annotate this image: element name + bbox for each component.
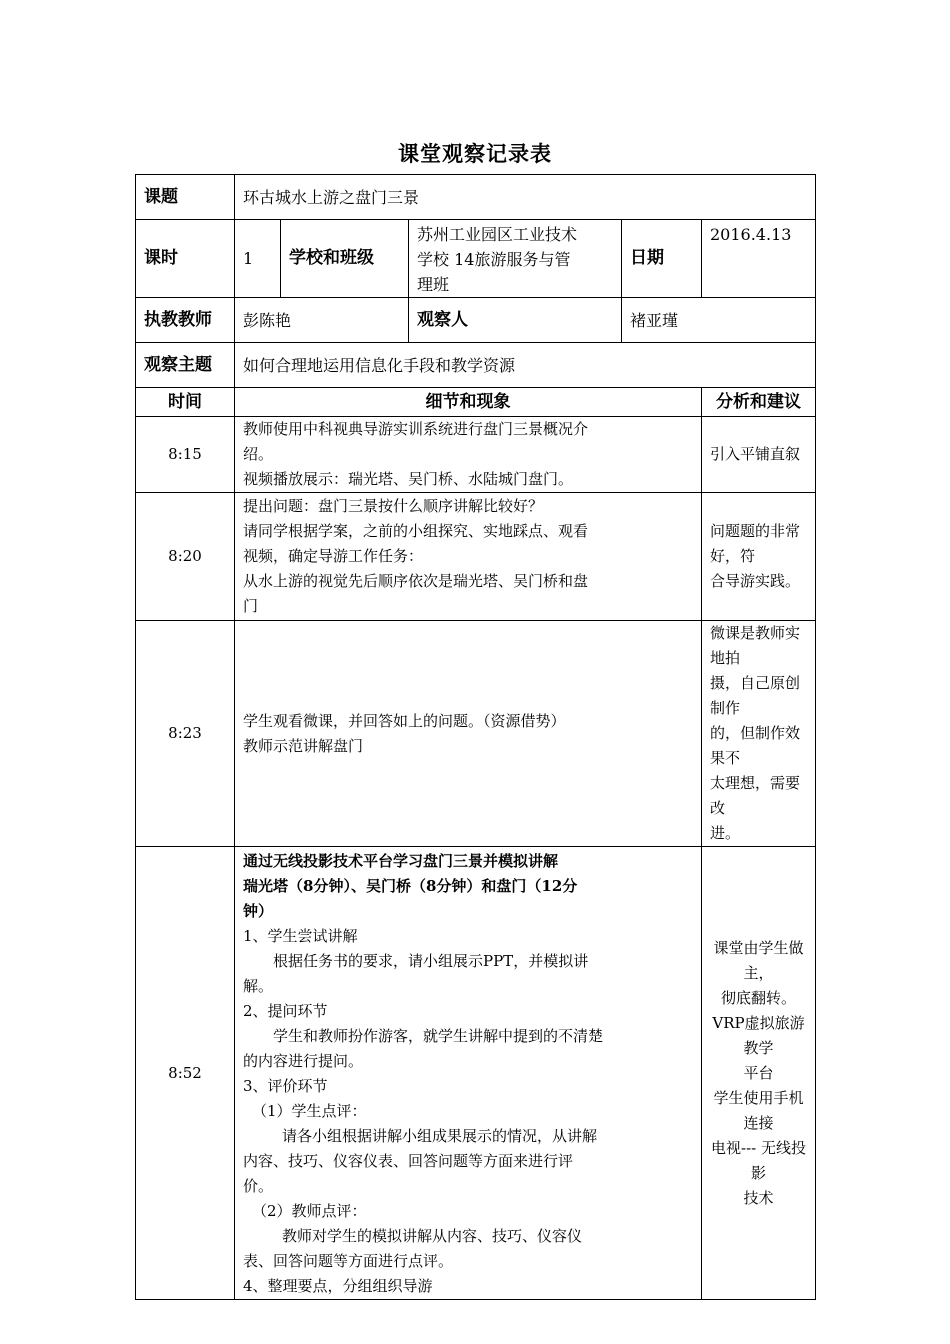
col-header-time: 时间: [136, 388, 235, 417]
detail-line: 学生和教师扮作游客，就学生讲解中提到的不清楚: [273, 1027, 604, 1045]
theme-row: [136, 343, 816, 388]
col-header-details: 细节和现象: [235, 388, 702, 417]
detail-line: 价。: [243, 1177, 274, 1195]
topic-row: [136, 175, 816, 220]
analysis-line: 问题题的非常好，符: [710, 522, 801, 565]
row-details: [235, 847, 702, 1300]
detail-line: 3、评价环节: [243, 1077, 328, 1095]
analysis-line: 进。: [710, 824, 741, 842]
observer-value: 褚亚瑾: [622, 298, 816, 343]
school-line: 苏州工业园区工业技术: [417, 225, 578, 244]
detail-line: 提出问题：盘门三景按什么顺序讲解比较好？: [243, 497, 544, 515]
table-row: [136, 493, 816, 621]
detail-line: 绍。: [243, 445, 274, 463]
observation-table: [135, 174, 816, 1300]
detail-line: 请各小组根据讲解小组成果展示的情况，从讲解: [282, 1127, 598, 1145]
analysis-line: 课堂由学生做主，: [713, 938, 804, 982]
date-label: 日期: [622, 220, 702, 298]
analysis-line: 太理想，需要改: [710, 774, 801, 817]
detail-heading-line: 瑞光塔（8分钟）、吴门桥（8分钟）和盘门（12分: [243, 877, 578, 895]
detail-line: 根据任务书的要求，请小组展示PPT，并模拟讲: [273, 952, 589, 970]
period-row: [136, 220, 816, 298]
analysis-line: 技术: [743, 1188, 774, 1207]
school-value: [409, 220, 622, 298]
detail-line: 1、学生尝试讲解: [243, 927, 358, 945]
column-header-row: [136, 388, 816, 417]
analysis-line: 电视--- 无线投影: [711, 1138, 807, 1182]
row-analysis: [702, 847, 816, 1300]
theme-value: 如何合理地运用信息化手段和教学资源: [235, 343, 816, 388]
detail-line: 教师对学生的模拟讲解从内容、技巧、仪容仪: [282, 1227, 583, 1245]
period-label: 课时: [136, 220, 235, 298]
analysis-line: VRP虚拟旅游教学: [712, 1013, 805, 1057]
teacher-value: 彭陈艳: [235, 298, 409, 343]
date-value: 2016.4.13: [702, 220, 816, 298]
detail-line: 教师示范讲解盘门: [243, 736, 364, 755]
teacher-label: 执教教师: [136, 298, 235, 343]
observer-label: 观察人: [409, 298, 622, 343]
detail-line: 2、提问环节: [243, 1002, 328, 1020]
period-value: 1: [235, 220, 281, 298]
detail-line: 的内容进行提问。: [243, 1052, 364, 1070]
theme-label: 观察主题: [136, 343, 235, 388]
row-details: [235, 621, 702, 847]
analysis-line: 合导游实践。: [710, 572, 801, 590]
analysis-line: 的，但制作效果不: [710, 724, 801, 767]
row-time: 8:20: [136, 493, 235, 621]
detail-line: 内容、技巧、仪容仪表、回答问题等方面来进行评: [243, 1152, 574, 1170]
analysis-line: 微课是教师实地拍: [710, 624, 801, 667]
row-details: [235, 493, 702, 621]
teacher-row: [136, 298, 816, 343]
detail-line: 视频播放展示：瑞光塔、吴门桥、水陆城门盘门。: [243, 470, 574, 488]
detail-line: 表、回答问题等方面进行点评。: [243, 1252, 454, 1270]
col-header-analysis: 分析和建议: [702, 388, 816, 417]
analysis-line: 学生使用手机连接: [713, 1088, 804, 1132]
detail-line: 请同学根据学案，之前的小组探究、实地踩点、观看: [243, 522, 589, 540]
row-time: 8:52: [136, 847, 235, 1300]
page-title: 课堂观察记录表: [398, 141, 552, 166]
table-row: [136, 417, 816, 493]
row-analysis: [702, 493, 816, 621]
topic-label: 课题: [136, 175, 235, 220]
detail-line: 从水上游的视觉先后顺序依次是瑞光塔、吴门桥和盘: [243, 572, 589, 590]
table-row: [136, 847, 816, 1300]
row-time: 8:23: [136, 621, 235, 847]
detail-line: 视频，确定导游工作任务：: [243, 547, 424, 565]
row-analysis: [702, 621, 816, 847]
school-label: 学校和班级: [281, 220, 409, 298]
detail-heading-line: 通过无线投影技术平台学习盘门三景并模拟讲解: [243, 852, 559, 870]
row-details: [235, 417, 702, 493]
detail-heading-line: 钟）: [243, 902, 274, 920]
detail-line: 门: [243, 597, 259, 615]
detail-line: （2）教师点评：: [252, 1202, 367, 1220]
analysis-line: 引入平铺直叙: [710, 445, 801, 463]
analysis-line: 平台: [743, 1063, 774, 1082]
row-time: 8:15: [136, 417, 235, 493]
school-line: 学校 14旅游服务与管: [417, 250, 571, 269]
detail-line: 学生观看微课，并回答如上的问题。（资源借势）: [243, 711, 566, 730]
detail-line: 4、整理要点，分组组织导游: [243, 1277, 433, 1295]
analysis-line: 摄，自己原创制作: [710, 674, 801, 717]
school-line: 理班: [417, 275, 450, 294]
table-row: [136, 621, 816, 847]
row-analysis: [702, 417, 816, 493]
detail-line: （1）学生点评：: [252, 1102, 367, 1120]
detail-line: 解。: [243, 977, 274, 995]
analysis-line: 彻底翻转。: [721, 988, 797, 1007]
detail-line: 教师使用中科视典导游实训系统进行盘门三景概况介: [243, 420, 589, 438]
topic-value: 环古城水上游之盘门三景: [235, 175, 816, 220]
